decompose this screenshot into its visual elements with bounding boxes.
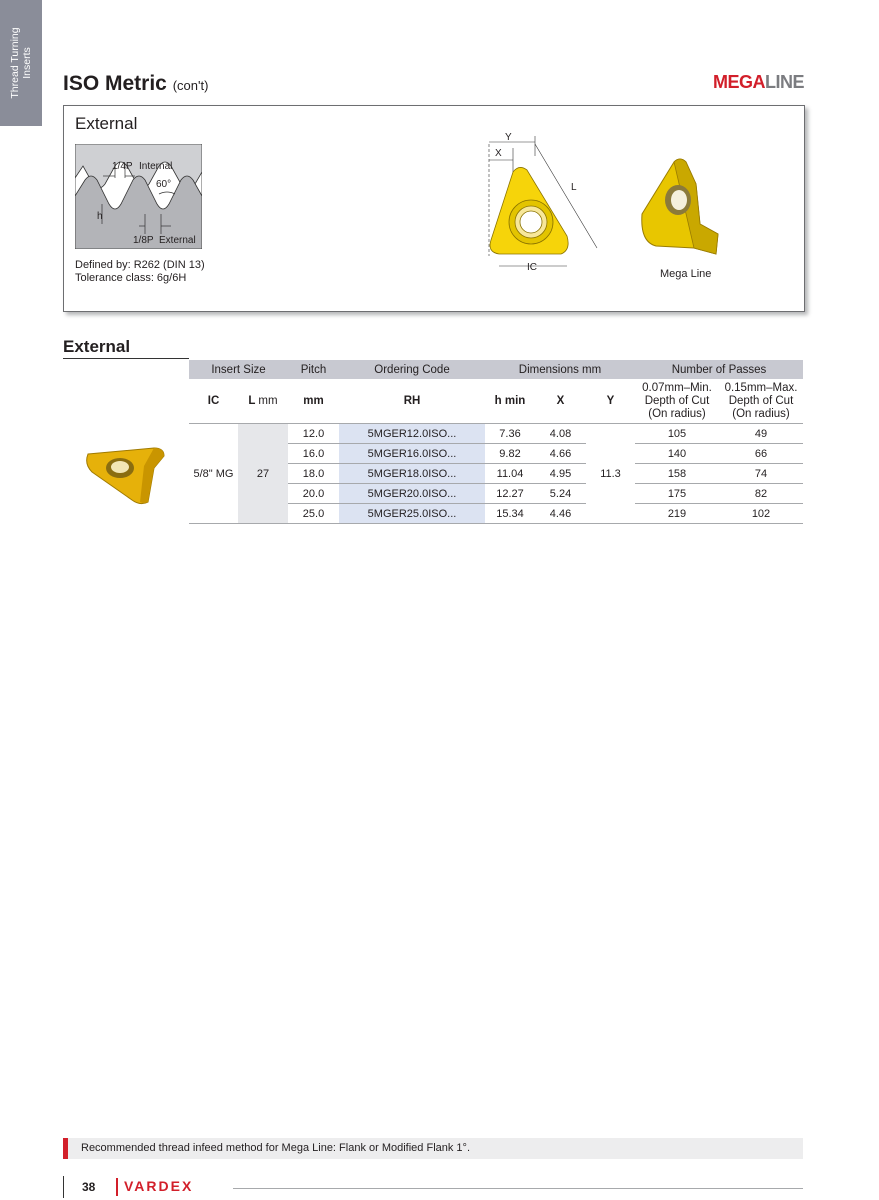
passes-max-line3: (On radius) bbox=[732, 407, 790, 420]
cell-passes-max: 66 bbox=[719, 444, 803, 464]
passes-max-line2: Depth of Cut bbox=[728, 394, 794, 407]
cell-l: 27 bbox=[238, 424, 288, 524]
insert-dimension-diagram bbox=[469, 126, 619, 276]
label-y: Y bbox=[505, 132, 512, 143]
mega-line-caption: Mega Line bbox=[660, 268, 712, 280]
tolerance-text: Tolerance class: 6g/6H bbox=[75, 272, 187, 284]
passes-min-line3: (On radius) bbox=[648, 407, 706, 420]
footnote-text: Recommended thread infeed method for Mega Line: Flank or Modified Flank 1°. bbox=[81, 1142, 470, 1154]
label-eighth-pitch: 1/8P bbox=[133, 235, 154, 246]
passes-min-line2: Depth of Cut bbox=[644, 394, 710, 407]
subheader-ic: IC bbox=[207, 394, 220, 407]
megaline-logo bbox=[713, 72, 804, 93]
subheader-mm: mm bbox=[303, 394, 324, 407]
label-angle: 60° bbox=[156, 179, 172, 190]
subheader-l-label: L bbox=[248, 394, 256, 407]
page-title-suffix: (con't) bbox=[172, 78, 209, 93]
footnote bbox=[63, 1138, 803, 1159]
subheader-l-unit: mm bbox=[258, 394, 278, 407]
table-row bbox=[189, 424, 803, 444]
profile-definitions bbox=[75, 259, 205, 285]
vardex-logo-bar bbox=[116, 1178, 118, 1196]
passes-min-line1: 0.07mm–Min. bbox=[642, 381, 712, 394]
cell-ordering-code: 5MGER16.0ISO... bbox=[339, 444, 485, 464]
cell-passes-min: 219 bbox=[635, 504, 719, 524]
subheader-x: X bbox=[556, 394, 565, 407]
cell-passes-max: 74 bbox=[719, 464, 803, 484]
side-tab-line1: Thread Turning bbox=[9, 27, 21, 99]
side-tab bbox=[0, 0, 42, 126]
cell-passes-max: 49 bbox=[719, 424, 803, 444]
header-number-of-passes: Number of Passes bbox=[635, 360, 803, 379]
defined-by-text: Defined by: R262 (DIN 13) bbox=[75, 259, 205, 271]
cell-x: 4.46 bbox=[535, 504, 586, 524]
label-ic: IC bbox=[527, 262, 537, 273]
side-tab-label bbox=[9, 8, 33, 118]
subheader-passes-max bbox=[719, 379, 803, 424]
label-internal: Internal bbox=[139, 161, 173, 172]
side-tab-line2: Inserts bbox=[21, 47, 33, 79]
spec-table bbox=[189, 360, 803, 524]
subheader-rh: RH bbox=[403, 394, 421, 407]
cell-pitch: 16.0 bbox=[288, 444, 339, 464]
cell-passes-min: 105 bbox=[635, 424, 719, 444]
header-pitch: Pitch bbox=[288, 360, 339, 379]
cell-pitch: 20.0 bbox=[288, 484, 339, 504]
subheader-y: Y bbox=[606, 394, 615, 407]
profile-box-title: External bbox=[75, 114, 138, 133]
cell-pitch: 12.0 bbox=[288, 424, 339, 444]
cell-pitch: 18.0 bbox=[288, 464, 339, 484]
cell-ordering-code: 5MGER12.0ISO... bbox=[339, 424, 485, 444]
cell-passes-min: 158 bbox=[635, 464, 719, 484]
cell-ordering-code: 5MGER25.0ISO... bbox=[339, 504, 485, 524]
page-number: 38 bbox=[82, 1180, 96, 1194]
thread-profile-diagram bbox=[75, 144, 202, 249]
footnote-accent-bar bbox=[63, 1138, 68, 1159]
sub-header-row bbox=[189, 379, 803, 424]
group-header-row bbox=[189, 360, 803, 379]
header-ordering-code: Ordering Code bbox=[339, 360, 485, 379]
cell-y: 11.3 bbox=[586, 424, 635, 524]
label-h: h bbox=[97, 211, 103, 222]
label-quarter-pitch: 1/4P bbox=[112, 161, 133, 172]
cell-hmin: 15.34 bbox=[485, 504, 535, 524]
cell-hmin: 11.04 bbox=[485, 464, 535, 484]
cell-passes-max: 102 bbox=[719, 504, 803, 524]
vardex-logo: VARDEX bbox=[124, 1178, 194, 1194]
cell-x: 5.24 bbox=[535, 484, 586, 504]
section-rule bbox=[63, 358, 189, 359]
cell-ic: 5/8" MG bbox=[189, 424, 238, 524]
footer-line bbox=[233, 1188, 803, 1189]
cell-passes-max: 82 bbox=[719, 484, 803, 504]
logo-mega: MEGA bbox=[712, 72, 765, 92]
passes-max-line1: 0.15mm–Max. bbox=[724, 381, 798, 394]
logo-line: LINE bbox=[764, 72, 804, 92]
cell-passes-min: 140 bbox=[635, 444, 719, 464]
cell-pitch: 25.0 bbox=[288, 504, 339, 524]
footer-divider bbox=[63, 1176, 64, 1198]
insert-product-image bbox=[84, 442, 174, 507]
subheader-hmin: h min bbox=[494, 394, 526, 407]
profile-box bbox=[63, 105, 805, 312]
cell-hmin: 7.36 bbox=[485, 424, 535, 444]
label-x: X bbox=[495, 148, 502, 159]
cell-ordering-code: 5MGER18.0ISO... bbox=[339, 464, 485, 484]
cell-hmin: 9.82 bbox=[485, 444, 535, 464]
cell-x: 4.66 bbox=[535, 444, 586, 464]
header-dimensions: Dimensions mm bbox=[485, 360, 635, 379]
cell-x: 4.08 bbox=[535, 424, 586, 444]
cell-x: 4.95 bbox=[535, 464, 586, 484]
cell-passes-min: 175 bbox=[635, 484, 719, 504]
subheader-passes-min bbox=[635, 379, 719, 424]
mega-line-insert-image bbox=[634, 154, 724, 264]
label-external: External bbox=[159, 235, 196, 246]
section-title: External bbox=[63, 337, 131, 356]
header-insert-size: Insert Size bbox=[189, 360, 288, 379]
page-title bbox=[63, 72, 208, 96]
subheader-l bbox=[238, 379, 288, 424]
cell-ordering-code: 5MGER20.0ISO... bbox=[339, 484, 485, 504]
label-l: L bbox=[571, 182, 577, 193]
cell-hmin: 12.27 bbox=[485, 484, 535, 504]
page-title-text: ISO Metric bbox=[63, 72, 167, 95]
